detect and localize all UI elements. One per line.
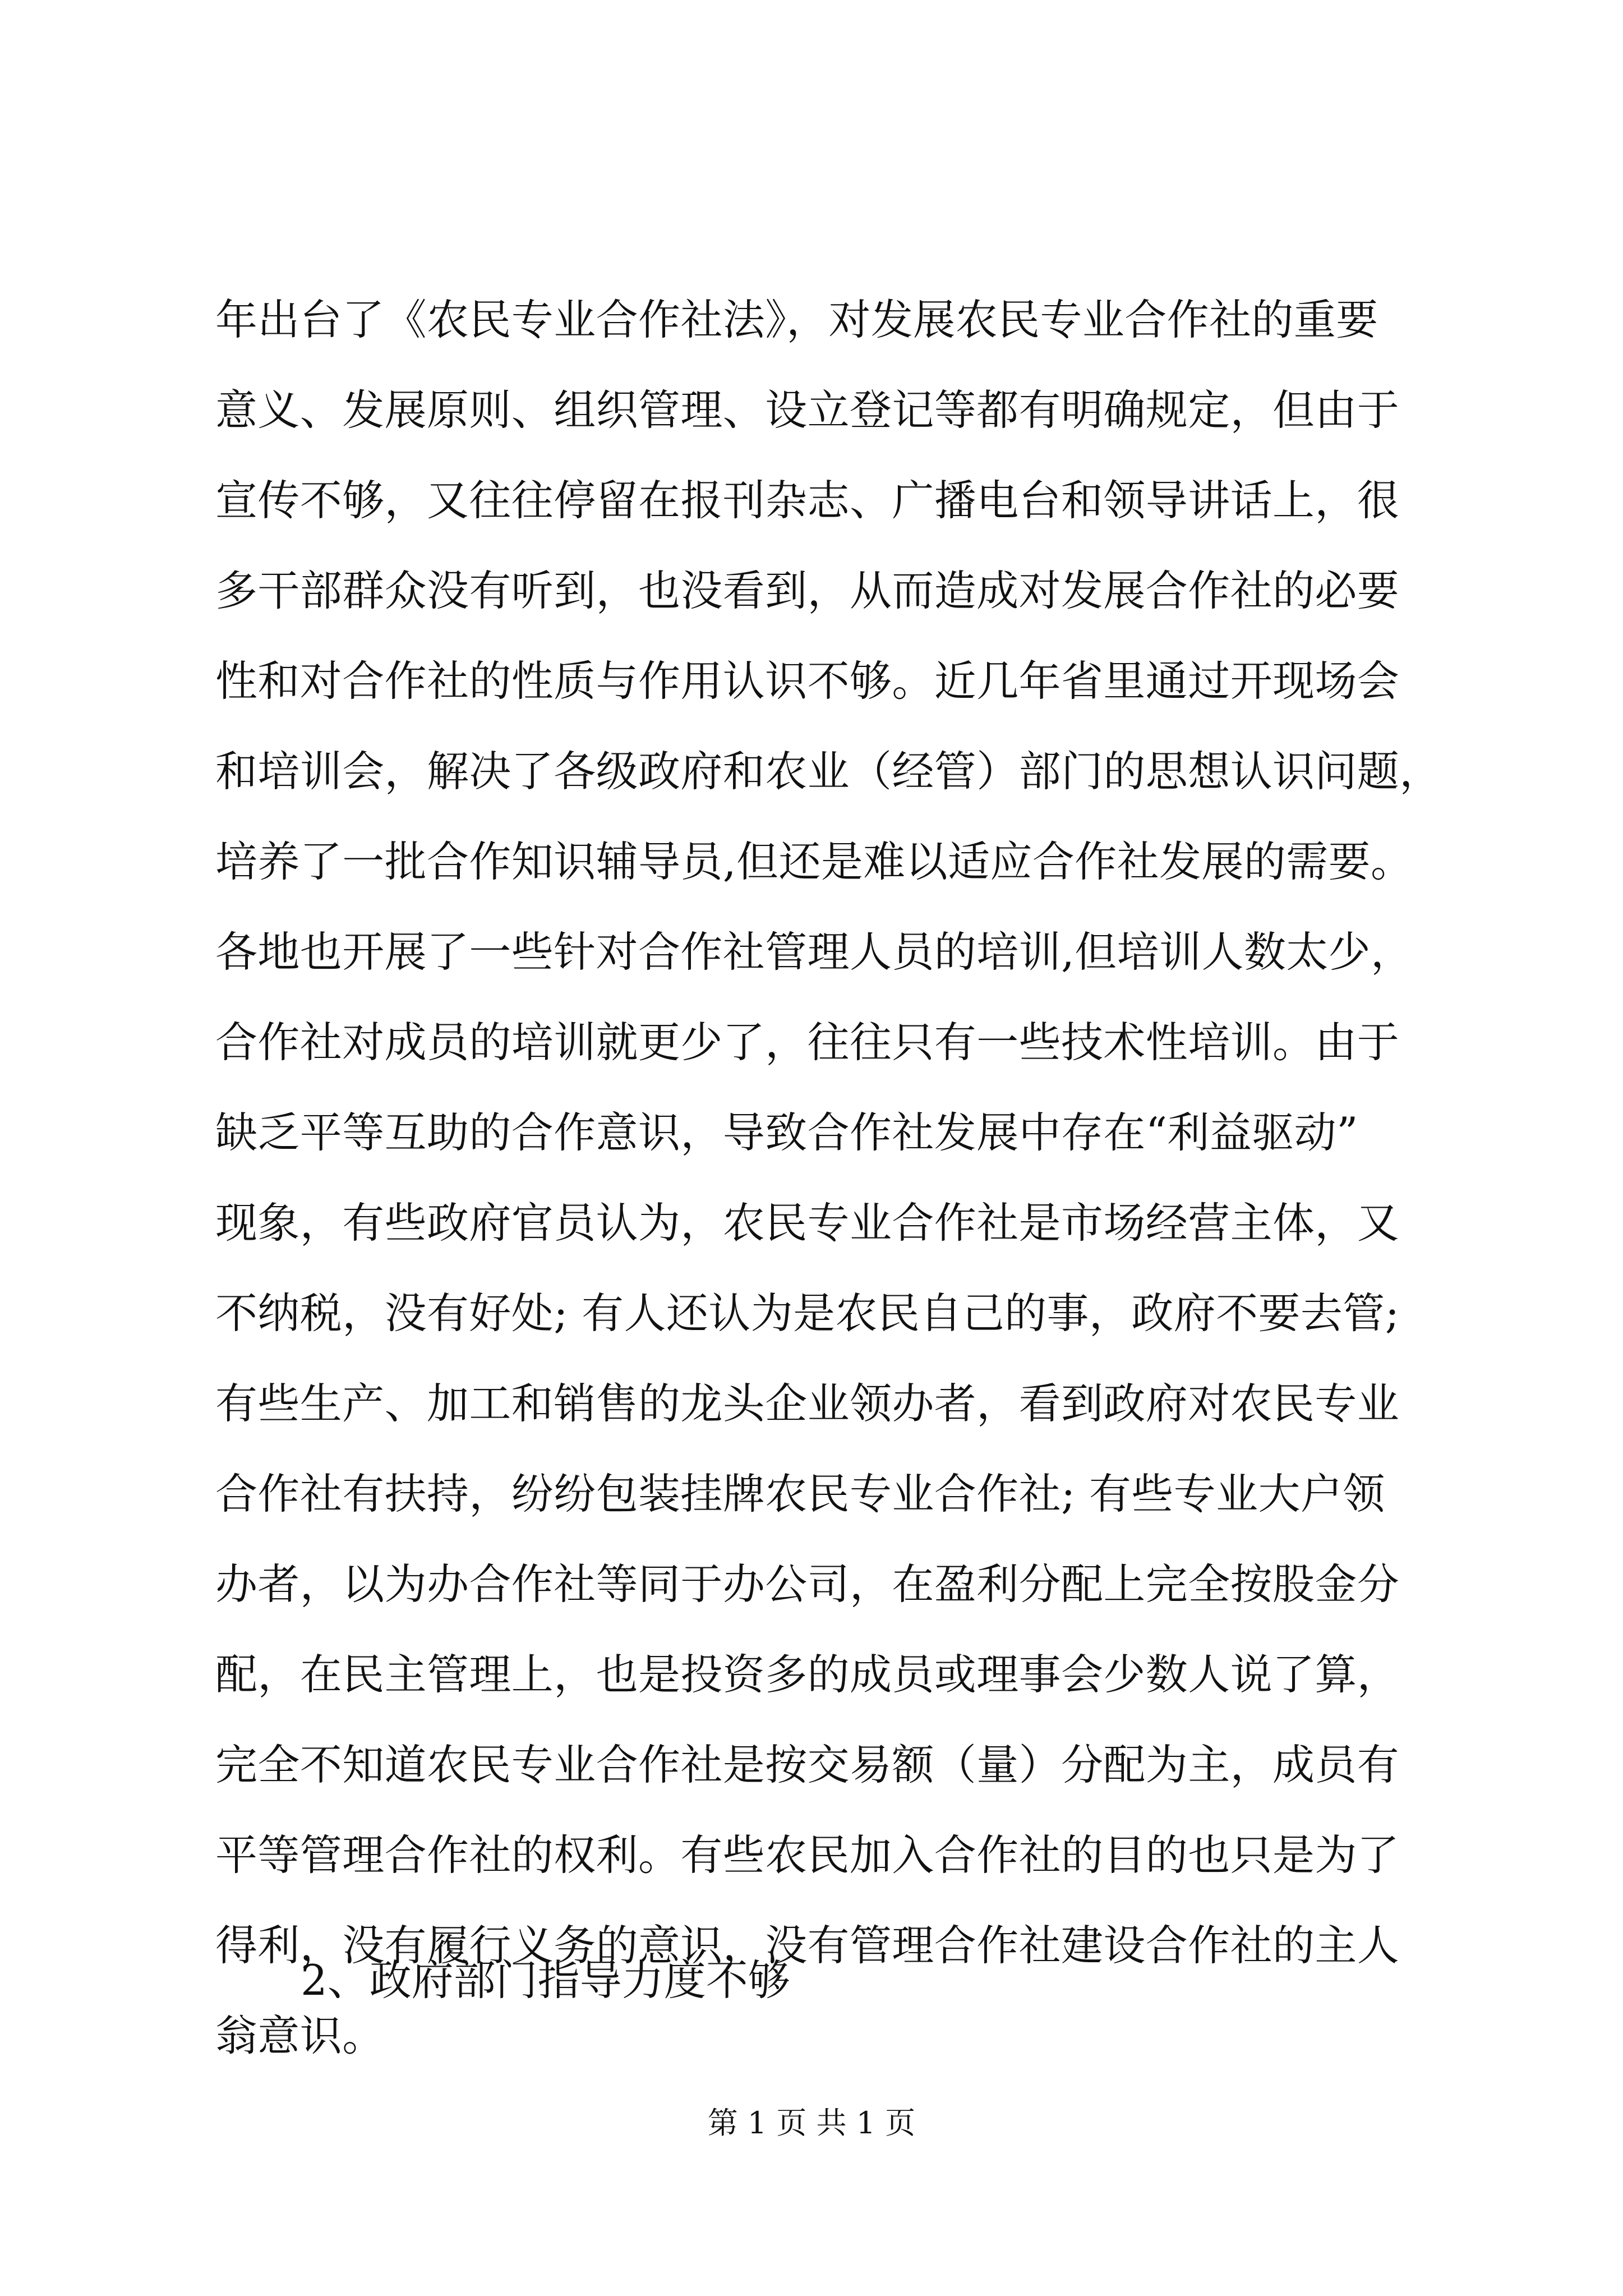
text-line: 性和对合作社的性质与作用认识不够。近几年省里通过开现场会 [215,656,1400,706]
text-line: 合作社对成员的培训就更少了，往往只有一些技术性培训。由于 [215,1018,1400,1067]
text-line: 配，在民主管理上，也是投资多的成员或理事会少数人说了算， [215,1650,1400,1699]
text-line: 完全不知道农民专业合作社是按交易额（量）分配为主，成员有 [215,1740,1400,1789]
text-line: 平等管理合作社的权利。有些农民加入合作社的目的也只是为了 [215,1830,1400,1880]
text-line: 合作社有扶持，纷纷包装挂牌农民专业合作社; 有些专业大户领 [215,1469,1385,1519]
text-line: 有些生产、加工和销售的龙头企业领办者，看到政府对农民专业 [215,1379,1400,1428]
page-footer: 第 1 页 共 1 页 [707,2105,916,2141]
text-line: 宣传不够，又往往停留在报刊杂志、广播电台和领导讲话上，很 [215,476,1400,525]
text-line: 和培训会，解决了各级政府和农业（经管）部门的思想认识问题， [215,747,1442,796]
text-line: 多干部群众没有听到，也没看到，从而造成对发展合作社的必要 [215,566,1400,615]
text-line: 现象，有些政府官员认为，农民专业合作社是市场经营主体，又 [215,1198,1400,1248]
text-line: 翁意识。 [215,2011,385,2060]
text-line: 培养了一批合作知识辅导员,但还是难以适应合作社发展的需要。 [215,837,1413,886]
text-line: 办者，以为办合作社等同于办公司，在盈利分配上完全按股金分 [215,1559,1400,1609]
body-paragraph [215,275,1442,2081]
text-line: 缺乏平等互助的合作意识，导致合作社发展中存在“利益驱动” [215,1108,1358,1157]
section-heading: 2、政府部门指导力度不够 [301,1955,790,2005]
text-line: 年出台了《农民专业合作社法》，对发展农民专业合作社的重要 [215,295,1378,344]
text-line: 不纳税，没有好处; 有人还认为是农民自己的事，政府不要去管; [215,1289,1400,1338]
text-line: 各地也开展了一些针对合作社管理人员的培训,但培训人数太少， [215,927,1413,977]
text-line: 意义、发展原则、组织管理、设立登记等都有明确规定，但由于 [215,385,1400,435]
text-line: 得利，没有履行义务的意识，没有管理合作社建设合作社的主人 [215,1921,1400,1970]
